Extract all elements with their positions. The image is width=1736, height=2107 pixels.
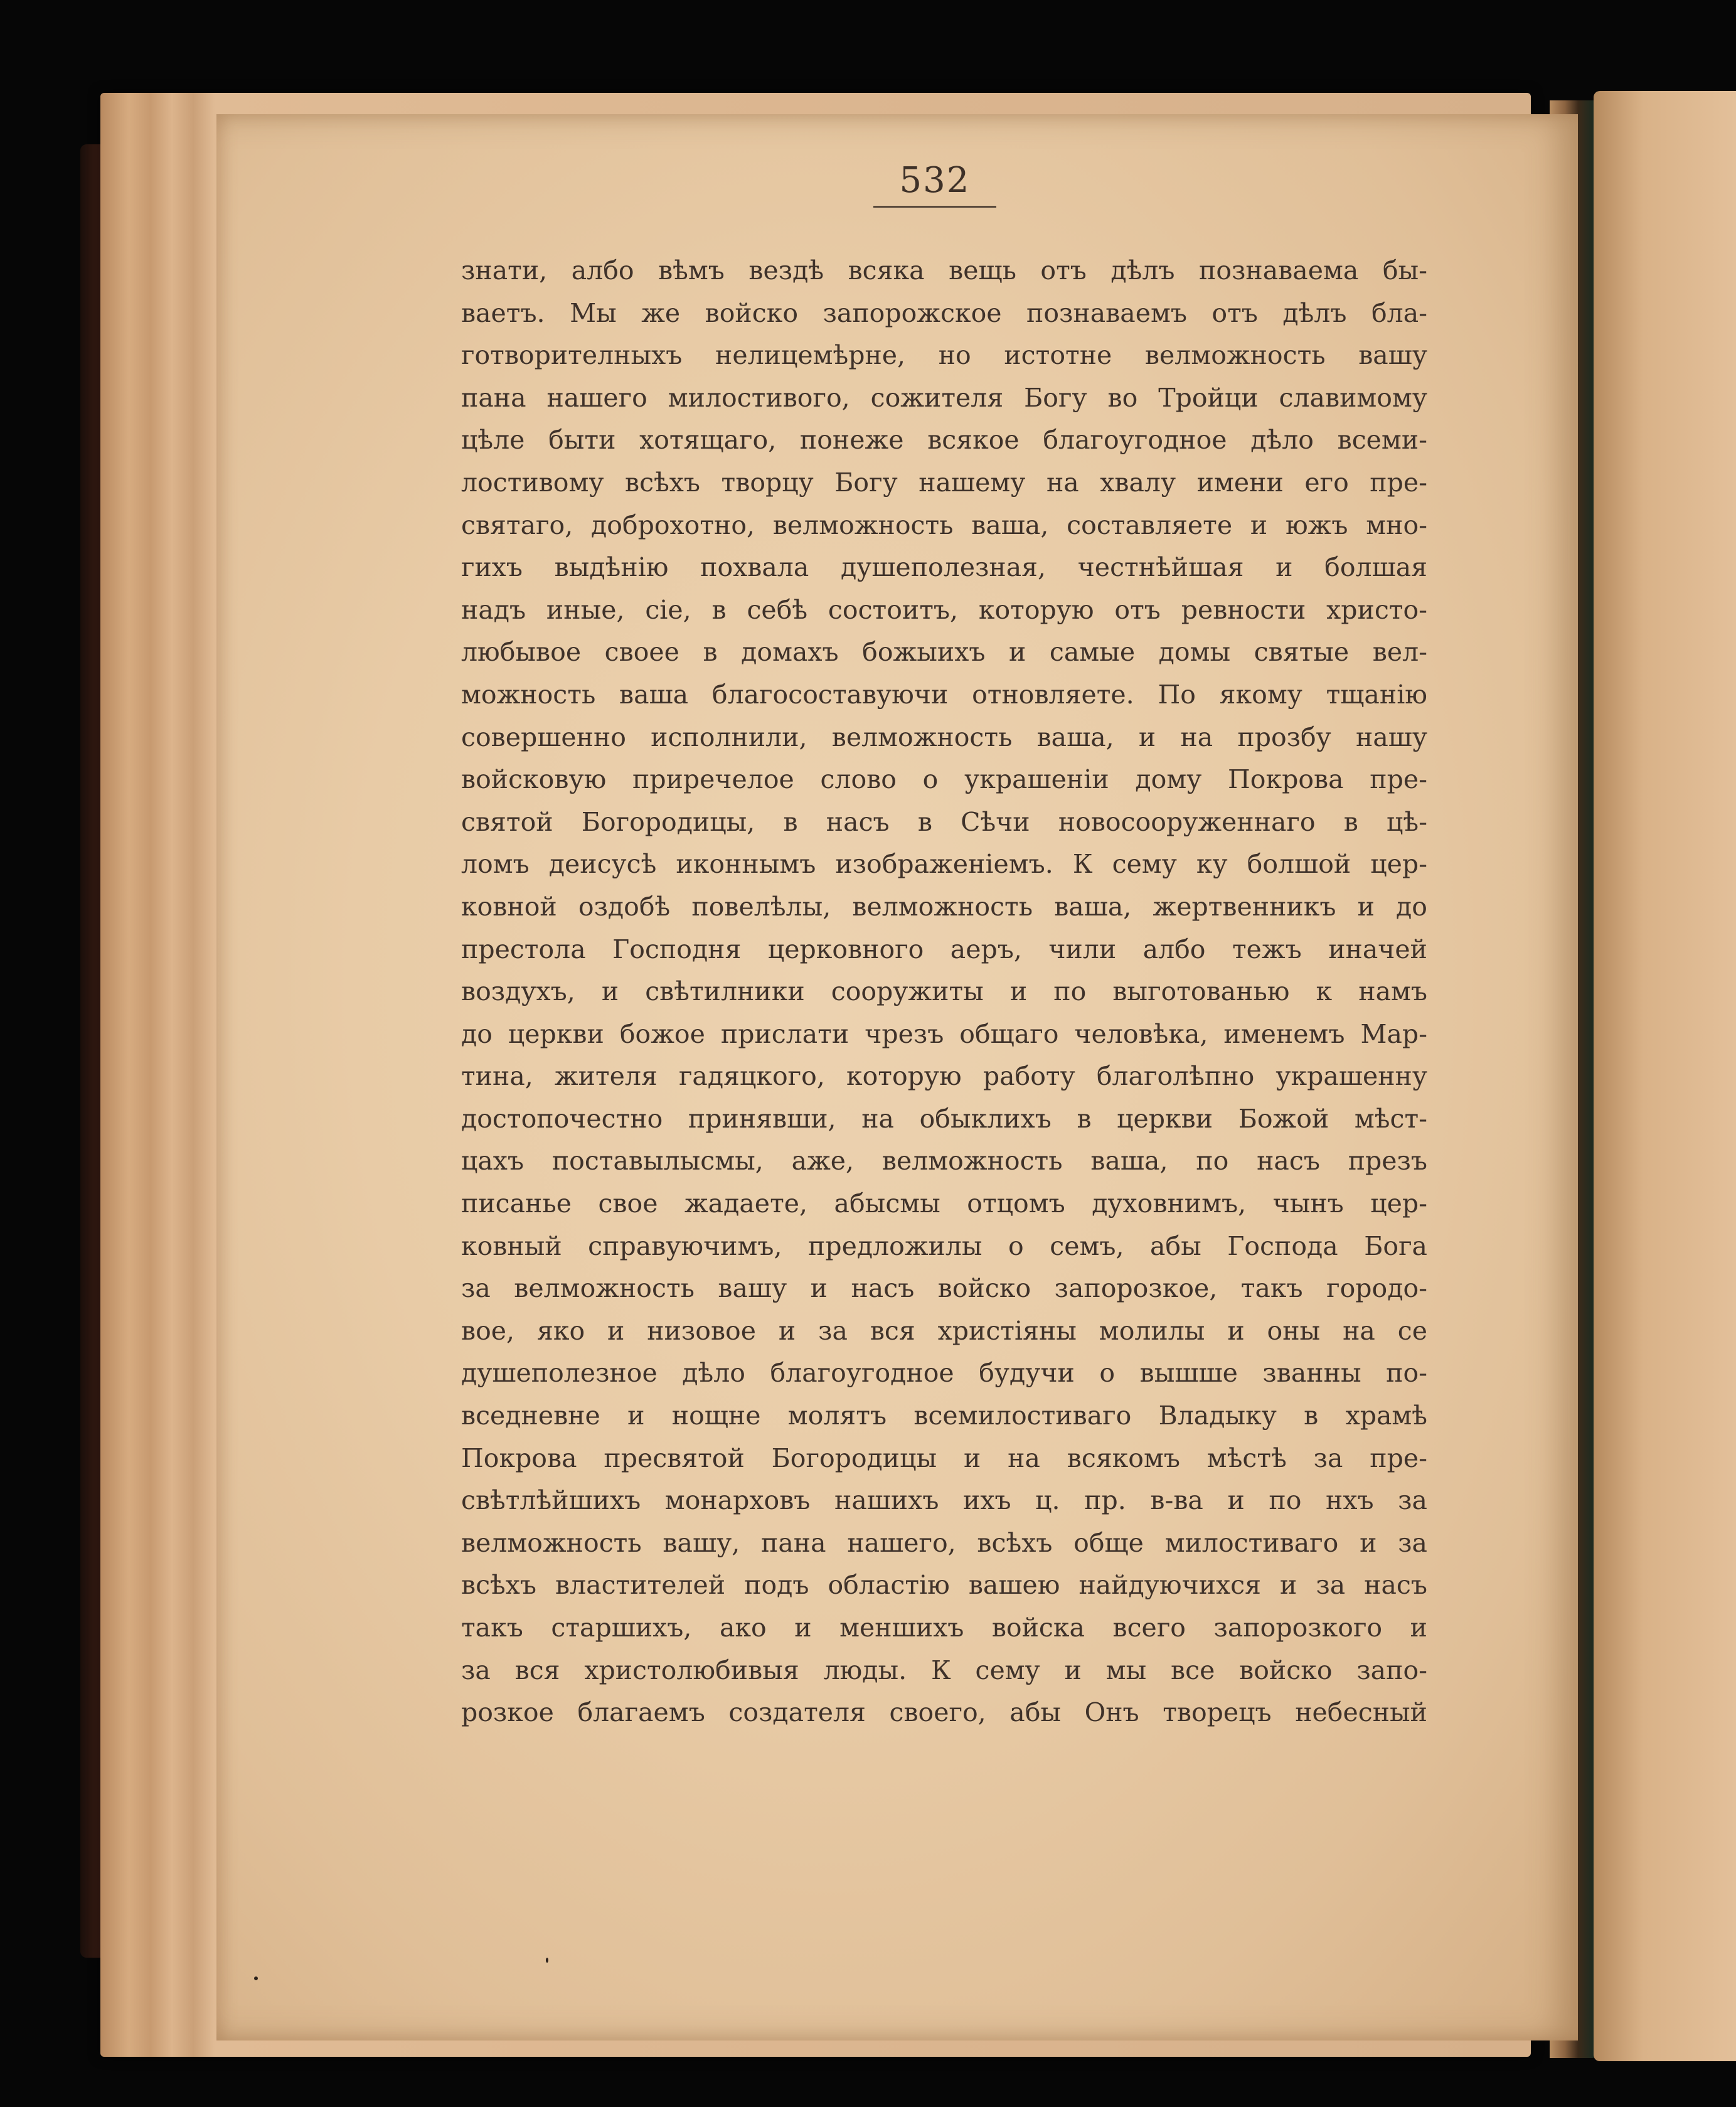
- text-line: совершенно исполнили, велможность ваша, и на прозбу нашу: [461, 722, 1427, 752]
- page-number: 532: [899, 160, 971, 201]
- body-text: [461, 250, 1427, 1734]
- text-line: достопочестно принявши, на обыклихъ в церкви Божой мѣст-: [461, 1103, 1427, 1134]
- text-line: цахъ поставылысмы, аже, велможность ваша, по насъ презъ: [461, 1146, 1427, 1176]
- text-line: такъ старшихъ, ако и меншихъ войска всего запорозкого и: [461, 1613, 1427, 1643]
- paper-speck: [546, 1958, 548, 1963]
- text-line: вое, яко и низовое и за вся христіяны молилы и оны на се: [461, 1315, 1427, 1346]
- text-line: душеполезное дѣло благоугодное будучи о вышше званны по-: [461, 1358, 1427, 1389]
- text-line: цѣле быти хотящаго, понеже всякое благоугодное дѣло всеми-: [461, 425, 1427, 456]
- text-line: за велможность вашу и насъ войско запорозкое, такъ городо-: [461, 1273, 1427, 1304]
- text-line: престола Господня церковного аеръ, чили албо тежъ иначей: [461, 934, 1427, 964]
- text-line: можность ваша благосоставуючи отновляете. По якому тщанію: [461, 679, 1427, 710]
- text-line: до церкви божое прислати чрезъ общаго человѣка, именемъ Мар-: [461, 1018, 1427, 1049]
- text-line: воздухъ, и свѣтилники сооружиты и по выготованью к намъ: [461, 976, 1427, 1007]
- text-line: ломъ деисусѣ иконнымъ изображеніемъ. К сему ку болшой цер-: [461, 849, 1427, 880]
- text-line: розкое благаемъ создателя своего, абы Онъ творецъ небесный: [461, 1697, 1427, 1728]
- text-line: любывое своее в домахъ божыихъ и самые домы святые вел-: [461, 637, 1427, 668]
- text-line: ваетъ. Мы же войско запорожское познаваемъ отъ дѣлъ бла-: [461, 297, 1427, 328]
- text-line: лостивому всѣхъ творцу Богу нашему на хвалу имени его пре-: [461, 467, 1427, 498]
- text-line: Покрова пресвятой Богородицы и на всякомъ мѣстѣ за пре-: [461, 1443, 1427, 1473]
- text-line: ковной оздобѣ повелѣлы, велможность ваша, жертвенникъ и до: [461, 891, 1427, 922]
- text-line: войсковую приречелое слово о украшеніи дому Покрова пре-: [461, 764, 1427, 795]
- paper-speck: [254, 1976, 258, 1980]
- facing-page-edge: [1594, 91, 1736, 2061]
- text-line: святой Богородицы, в насъ в Сѣчи новосооруженнаго в цѣ-: [461, 806, 1427, 837]
- text-line: тина, жителя гадяцкого, которую работу благолѣпно украшенну: [461, 1061, 1427, 1092]
- text-line: гихъ выдѣнію похвала душеполезная, честнѣйшая и болшая: [461, 552, 1427, 583]
- text-line: за вся христолюбивыя люды. К сему и мы все войско запо-: [461, 1655, 1427, 1685]
- text-line: свѣтлѣйшихъ монарховъ нашихъ ихъ ц. пр. в-ва и по нхъ за: [461, 1485, 1427, 1516]
- text-line: писанье свое жадаете, абысмы отцомъ духовнимъ, чынъ цер-: [461, 1188, 1427, 1219]
- text-line: готворителныхъ нелицемѣрне, но истотне велможность вашу: [461, 340, 1427, 371]
- text-line: вседневне и нощне молятъ всемилостиваго Владыку в храмѣ: [461, 1400, 1427, 1431]
- page-number-rule: [873, 206, 996, 208]
- text-line: ковный справуючимъ, предложилы о семъ, абы Господа Бога: [461, 1230, 1427, 1261]
- text-line: знати, албо вѣмъ вездѣ всяка вещь отъ дѣлъ познаваема бы-: [461, 255, 1427, 285]
- text-line: святаго, доброхотно, велможность ваша, составляете и южъ мно-: [461, 509, 1427, 540]
- text-line: пана нашего милостивого, сожителя Богу во Тройци славимому: [461, 382, 1427, 413]
- text-line: всѣхъ властителей подъ областію вашею найдуючихся и за насъ: [461, 1570, 1427, 1601]
- text-line: велможность вашу, пана нашего, всѣхъ обще милостиваго и за: [461, 1527, 1427, 1558]
- text-line: надъ иные, сіе, в себѣ состоитъ, которую отъ ревности христо-: [461, 594, 1427, 625]
